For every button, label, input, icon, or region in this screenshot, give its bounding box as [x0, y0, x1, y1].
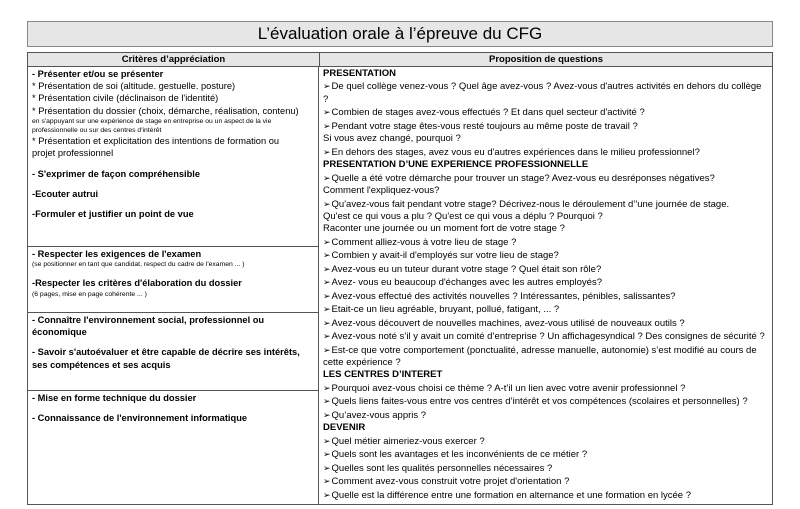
question-continuation: Qu'est ce qui vous a plu ? Qu'est ce qui vous a déplu ? Pourquoi ?	[323, 210, 603, 222]
criteria-column	[28, 67, 319, 504]
question-item: ➢ Comment alliez-vous à votre lieu de stage ?	[323, 236, 768, 249]
question-item: ➢ Avez-vous noté s’il y avait un comité d’entreprise ? Un affichagesyndical ? Des consignes de sécurité ?	[323, 330, 768, 343]
spacer	[32, 180, 315, 188]
criteria-line: - Respecter les exigences de l'examen	[32, 249, 202, 259]
criteria-line: - Connaissance de l'environnement informatique	[32, 413, 248, 424]
criteria-line: -Respecter les critères d'élaboration du dossier	[32, 278, 242, 289]
criteria-line: projet professionnel	[32, 148, 114, 159]
criteria-line: -Ecouter autrui	[32, 188, 99, 199]
question-item: ➢ Avez- vous eu beaucoup d'échanges avec les autres employés?	[323, 276, 768, 289]
question-item: ➢ En dehors des stages, avez vous eu d'autres expériences dans le milieu professionnel?	[323, 146, 768, 159]
criteria-line: (se positionner en tant que candidat, respect du cadre de l'examen ... )	[32, 261, 245, 269]
question-item: ➢ Pendant votre stage êtes-vous resté toujours au même poste de travail ?	[323, 120, 768, 133]
criteria-box	[28, 313, 318, 391]
question-item: ➢ Qu'avez-vous fait pendant votre stage? Décrivez-nous le déroulement d’'une journée de stage.	[323, 198, 768, 211]
question-item: ➢ Est-ce que votre comportement (ponctualité, adresse manuelle, autonomie) s’est modifié au cours de	[323, 344, 768, 357]
section-heading: LES CENTRES D’INTERET	[323, 369, 443, 381]
spacer	[32, 269, 315, 277]
question-item: ➢ Avez-vous effectué des activités nouvelles ? Intéressantes, pénibles, salissantes?	[323, 290, 768, 303]
criteria-box	[28, 391, 318, 479]
criteria-line: - Connaître l'environnement social, professionnel ou	[32, 315, 265, 325]
spacer	[32, 160, 315, 168]
criteria-line: * Présentation du dossier (choix, démarche, réalisation, contenu)	[32, 105, 299, 116]
question-item: ➢ Quelle est la différence entre une formation en alternance et une formation en lycée ?	[323, 489, 768, 502]
criteria-line: - Mise en forme technique du dossier	[32, 393, 197, 403]
section-heading: PRESENTATION D’UNE EXPERIENCE PROFESSIONNELLE	[323, 159, 589, 171]
questions-header: Proposition de questions	[488, 54, 603, 65]
table-header	[28, 53, 772, 67]
question-item: ➢ Avez-vous eu un tuteur durant votre stage ? Quel était son rôle?	[323, 263, 768, 276]
criteria-line: - S'exprimer de façon compréhensible	[32, 168, 201, 179]
question-item: ➢ Quelles sont les qualités personnelles nécessaires ?	[323, 462, 768, 475]
spacer	[32, 200, 315, 208]
page-title: L’évaluation orale à l’épreuve du CFG	[27, 21, 773, 47]
question-item: ➢ Pourquoi avez-vous choisi ce thème ? A-t’il un lien avec votre avenir professionnel ?	[323, 382, 768, 395]
question-continuation: Comment l'expliquez-vous?	[323, 185, 440, 197]
section-heading: DEVENIR	[323, 422, 366, 434]
criteria-header: Critères d’appréciation	[28, 53, 320, 66]
question-item: ➢ Comment avez-vous construit votre projet d'orientation ?	[323, 475, 768, 488]
evaluation-table	[27, 52, 773, 505]
question-item: ➢ Combien de stages avez-vous effectués ? Et dans quel secteur d'activité ?	[323, 106, 768, 119]
criteria-line: professionnelle ou sur des centres d'intérêt	[32, 127, 162, 135]
criteria-line: * Présentation civile (déclinaison de l'identité)	[32, 93, 219, 104]
spacer	[32, 338, 315, 346]
criteria-line: -Formuler et justifier un point de vue	[32, 209, 194, 220]
question-item: ➢ Quel métier aimeriez-vous exercer ?	[323, 435, 768, 448]
question-item: ➢ Quels sont les avantages et les inconvénients de ce métier ?	[323, 448, 768, 461]
criteria-line: * Présentation et explicitation des intentions de formation ou	[32, 136, 280, 147]
question-continuation: Si vous avez changé, pourquoi ?	[323, 133, 461, 145]
criteria-line: (6 pages, mise en page cohérente ... )	[32, 290, 147, 298]
question-continuation: Raconter une journée ou un moment fort de votre stage ?	[323, 223, 565, 235]
criteria-line: économique	[32, 327, 87, 338]
criteria-box	[28, 67, 318, 247]
criteria-box	[28, 247, 318, 313]
criteria-line: * Présentation de soi (altitude. gestuelle. posture)	[32, 81, 236, 92]
spacer	[32, 404, 315, 412]
criteria-line: - Présenter et/ou se présenter	[32, 69, 164, 79]
section-heading: PRESENTATION	[323, 68, 397, 79]
criteria-line: ses compétences et ses acquis	[32, 359, 171, 370]
question-item: ➢ Quels liens faites-vous entre vos centres d’intérêt et vos compétences (scolaires et personnelles) ?	[323, 395, 768, 408]
question-item: ➢ De quel collège venez-vous ? Quel âge avez-vous ? Avez-vous d'autres activités en dehors du collège ?	[323, 80, 768, 106]
question-item: ➢ Etait-ce un lieu agréable, bruyant, pollué, fatigant, ... ?	[323, 303, 768, 316]
criteria-line: - Savoir s'autoévaluer et être capable de décrire ses intérêts,	[32, 347, 300, 358]
criteria-line: en s'appuyant sur une expérience de stage en entreprise ou un aspect de la vie	[32, 117, 272, 125]
questions-column	[319, 67, 772, 504]
question-item: ➢ Quelle a été votre démarche pour trouver un stage? Avez-vous eu desréponses négatives?	[323, 172, 768, 185]
question-item: ➢ Avez-vous découvert de nouvelles machines, avez-vous utilisé de nouveaux outils ?	[323, 317, 768, 330]
question-continuation: cette expérience ?	[323, 356, 401, 368]
question-item: ➢ Combien y avait-il d'employés sur votre lieu de stage?	[323, 249, 768, 262]
question-item: ➢ Qu’avez-vous appris ?	[323, 409, 768, 422]
